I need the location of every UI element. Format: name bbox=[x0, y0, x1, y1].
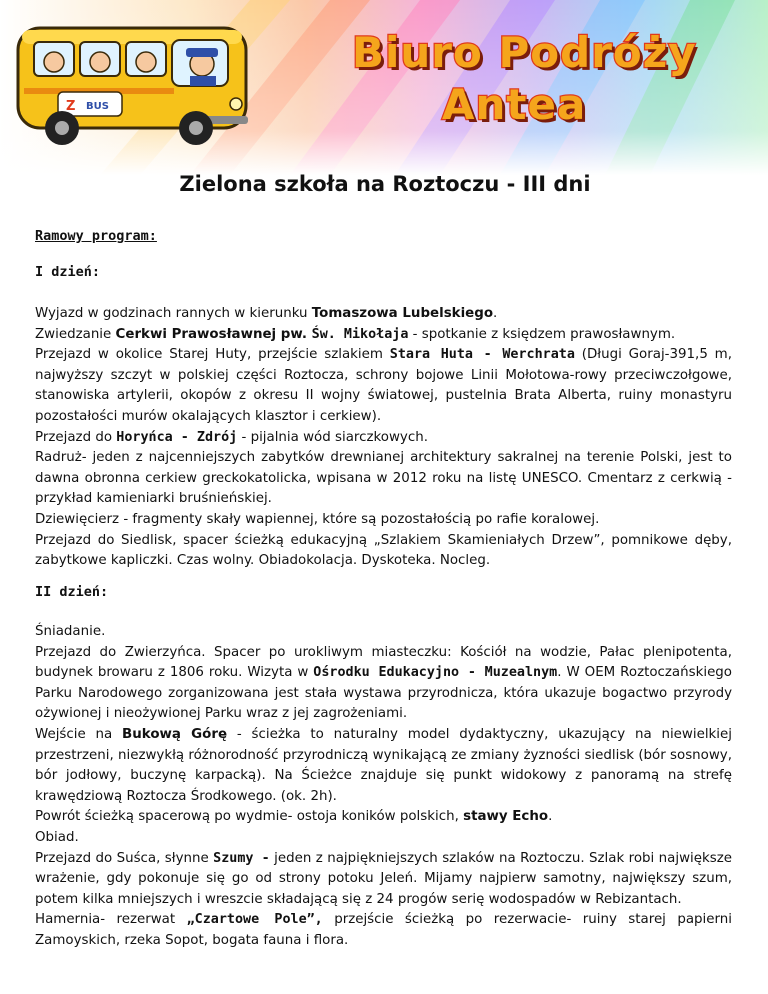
day-1-item-horyniec: Przejazd do Horyńca - Zdrój - pijalnia wód siarczkowych. bbox=[35, 429, 428, 445]
day-1-item-departure: Wyjazd w godzinach rannych w kierunku Tomaszowa Lubelskiego. bbox=[35, 306, 498, 321]
day-2-heading: II dzień: bbox=[35, 584, 109, 600]
day-1-item-trail: Przejazd w okolice Starej Huty, przejście szlakiem Stara Huta - Werchrata (Długi Goraj-391,5 m, najwyższy szczyt w polskiej części Roztocza, schrony bojowe Linii Mołotowa-rowy przeciwczołgowe, stanowiska artylerii, okopów z okresu II wojny światowej, pustelnia Brata Alberta, ruiny monastyru pozostałości murów okalających klasztor i cerkiew). bbox=[35, 347, 732, 424]
agency-logo-text bbox=[0, 28, 768, 128]
document-title: Zielona szkoła na Roztoczu - III dni bbox=[179, 172, 591, 196]
header-banner bbox=[0, 0, 768, 175]
agency-name-line-1: Biuro Podróży bbox=[352, 28, 697, 77]
day-2-item-return-walk: Powrót ścieżką spacerową po wydmie- ostoja koników polskich, stawy Echo. bbox=[35, 809, 553, 825]
day-2-item-hamernia: Hamernia- rezerwat „Czartowe Pole”, przejście ścieżką po rezerwacie- ruiny starej papierni Zamoyskich, rzeka Sopot, bogata fauna i flora. bbox=[35, 912, 732, 948]
day-2-program bbox=[35, 622, 732, 952]
agency-name-line-2: Antea bbox=[442, 80, 587, 129]
day-2-item-breakfast: Śniadanie. bbox=[35, 624, 106, 639]
day-2-item-susiec: Przejazd do Suśca, słynne Szumy - jeden z najpiękniejszych szlaków na Roztoczu. Szlak robi największe wrażenie, gdy pokonuje się go od strony potoku Jeleń. Mijamy najpierw samotny, największy szum, potem kilka mniejszych i wreszcie składającą się z 24 progów serię wodospadów w Rebizantach. bbox=[35, 850, 732, 907]
day-1-item-orthodox-church: Zwiedzanie Cerkwi Prawosławnej pw. Św. Mikołaja - spotkanie z księdzem prawosławnym. bbox=[35, 326, 676, 342]
day-2-item-lunch: Obiad. bbox=[35, 829, 79, 845]
day-1-program bbox=[35, 304, 732, 572]
day-1-item-radruz: Radruż- jeden z najcenniejszych zabytków drewnianej architektury sakralnej na terenie Polski, jest to dawna obronna cerkiew greckokatolicka, wpisana w 2012 roku na listę UNESCO. Cmentarz z cerkwią - przykład kamieniarki bruśnieńskiej. bbox=[35, 450, 732, 507]
program-heading: Ramowy program: bbox=[35, 228, 157, 244]
day-1-heading: I dzień: bbox=[35, 264, 101, 280]
svg-text:Z: Z bbox=[66, 99, 76, 114]
bus-logo-text: BUS bbox=[86, 101, 109, 112]
day-2-item-zwierzyniec: Przejazd do Zwierzyńca. Spacer po urokliwym miasteczku: Kościół na wodzie, Pałac plenipotenta, budynek browaru z 1806 roku. Wizyta w Ośrodku Edukacyjno - Muzealnym. W OEM Roztoczańskiego Parku Narodowego zorganizowana jest stała wystawa przyrodnicza, która ukazuje bogactwo przyrody ożywionej i nieożywionej Parku wraz z jej zagrożeniami. bbox=[35, 644, 733, 722]
day-2-item-bukowa-gora: Wejście na Bukową Górę - ścieżka to naturalny model dydaktyczny, ukazujący na niewielkiej przestrzeni, niezwykłą różnorodność przyrodniczą wynikającą ze zmiany żyzności siedlisk (bór sosnowy, bór jodłowy, buczynę karpacką). Na Ścieżce znajduje się punkt widokowy z panoramą na strefę krawędziową Roztocza Środkowego. (ok. 2h). bbox=[35, 726, 732, 804]
day-1-item-siedliska: Przejazd do Siedlisk, spacer ścieżką edukacyjną „Szlakiem Skamieniałych Drzew”, pomnikowe dęby, zabytkowe kapliczki. Czas wolny. Obiadokolacja. Dyskoteka. Nocleg. bbox=[35, 532, 732, 569]
day-1-item-dziewiecierz: Dziewięcierz - fragmenty skały wapiennej, które są pozostałością po rafie koralowej. bbox=[35, 511, 600, 527]
